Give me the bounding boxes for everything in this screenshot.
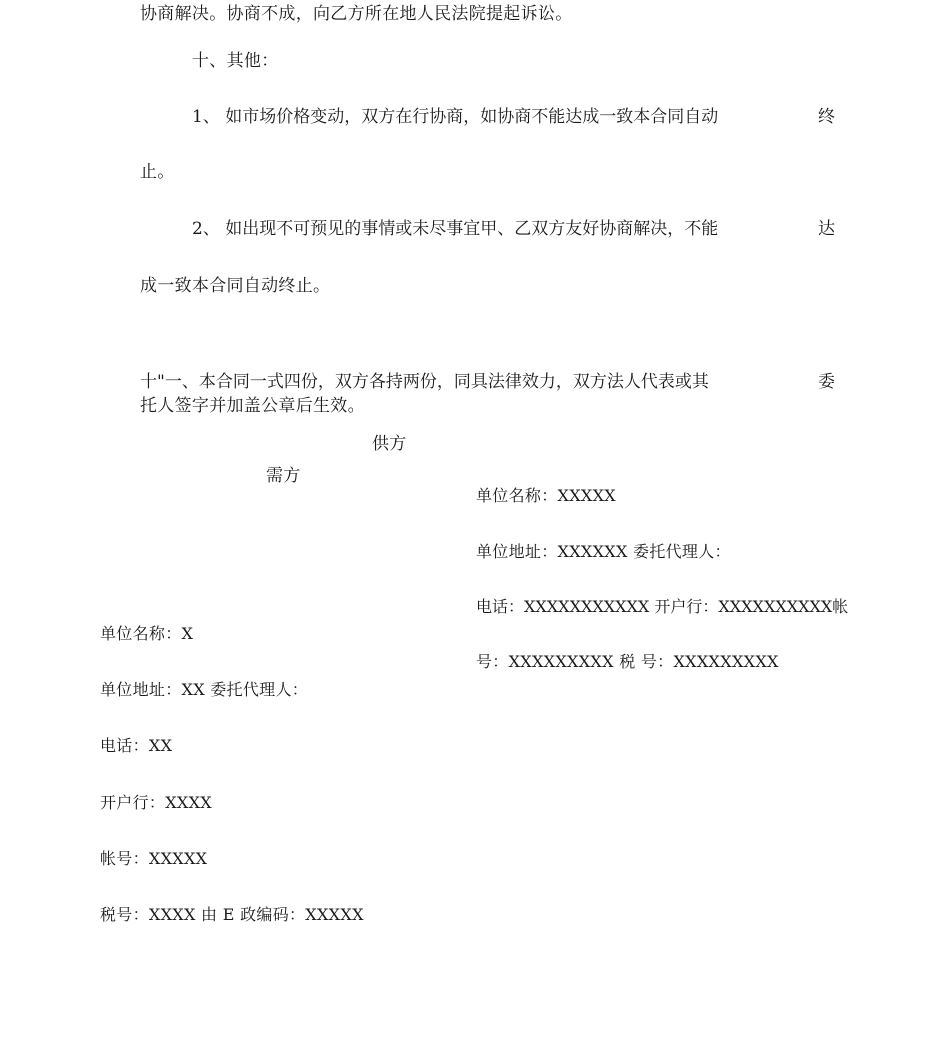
item-1-tail: 终 — [818, 107, 835, 127]
item-1-line — [192, 107, 835, 127]
buyer-label: 需方 — [266, 466, 301, 486]
item-1-line-2: 止。 — [140, 162, 175, 182]
section-11-tail: 委 — [818, 372, 835, 392]
item-2-tail: 达 — [818, 219, 835, 239]
supplier-phone-tail: 帐 — [832, 597, 849, 616]
supplier-phone-line — [476, 597, 849, 617]
item-1-text: 1、 如市场价格变动，双方在行协商，如协商不能达成一致本合同自动 — [192, 107, 719, 127]
buyer-account: 帐号：XXXXX — [100, 849, 208, 868]
section-11-text: 十"一、本合同一式四份，双方各持两份，同具法律效力，双方法人代表或其 — [140, 372, 709, 392]
item-2-line-2: 成一致本合同自动终止。 — [140, 276, 331, 296]
supplier-unit-address: 单位地址：XXXXXX 委托代理人： — [476, 542, 731, 561]
item-2-line — [192, 219, 835, 239]
buyer-tax-postcode: 税号：XXXX 由 E 政编码：XXXXX — [100, 905, 364, 924]
buyer-bank: 开户行：XXXX — [100, 793, 212, 812]
buyer-phone: 电话：XX — [100, 736, 173, 755]
supplier-unit-name: 单位名称：XXXXX — [476, 486, 616, 505]
supplier-label: 供方 — [372, 434, 407, 454]
section-11-line-2: 托人签字并加盖公章后生效。 — [140, 396, 365, 416]
item-2-text: 2、 如出现不可预见的事情或未尽事宜甲、乙双方友好协商解决，不能 — [192, 219, 719, 239]
clause-line: 协商解决。协商不成，向乙方所在地人民法院提起诉讼。 — [140, 4, 573, 24]
supplier-phone-bank: 电话：XXXXXXXXXXX 开户行：XXXXXXXXXX — [476, 597, 833, 616]
buyer-unit-address: 单位地址：XX 委托代理人： — [100, 680, 309, 699]
supplier-account-tax: 号：XXXXXXXXX 税 号：XXXXXXXXX — [476, 652, 779, 671]
section-11-line — [140, 372, 835, 392]
section-10-heading: 十、其他： — [192, 51, 279, 71]
buyer-unit-name: 单位名称：X — [100, 624, 194, 643]
